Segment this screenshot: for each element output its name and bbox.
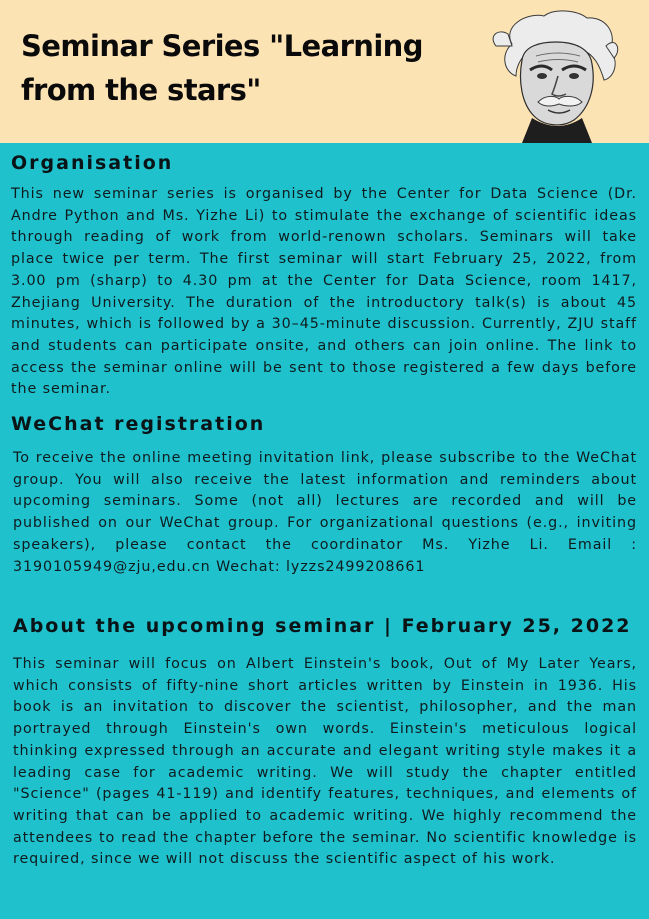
section-body: To receive the online meeting invitation link, please subscribe to the WeChat group. You will also receive the latest information and reminders about upcoming seminars. Some (not all) lectures are recorded and will be published on our WeChat group. For organizational questions (e.g., inviting speakers), please contact the coordinator Ms. Yizhe Li. Email : 3190105949@zju,edu.cn Wechat: lyzzs2499208661 [13,450,637,575]
page-title: Seminar Series "Learning from the stars" [21,29,423,107]
section-body: This seminar will focus on Albert Einstein's book, Out of My Later Years, which consists of fifty-nine short articles written by Einstein in 1936. His book is an invitation to discover the scientist, philosopher, and the man portrayed through Einstein's own words. Einstein's meticulous logical thinking expressed through an accurate and elegant writing style makes it a leading case for academic writing. We will study the chapter entitled "Science" (pages 41-119) and identify features, techniques, and elements of writing that can be applied to academic writing. We highly recommend the attendees to read the chapter before the seminar. No scientific knowledge is required, since we will not discuss the scientific aspect of his work. [13,656,637,868]
header-banner [0,0,649,143]
section-heading: About the upcoming seminar | February 25, 2022 [13,615,632,637]
section-body: This new seminar series is organised by the Center for Data Science (Dr. Andre Python and Ms. Yizhe Li) to stimulate the exchange of scientific ideas through reading of work from world-renown scholars. Seminars will take place twice per term. The first seminar will start February 25, 2022, from 3.00 pm (sharp) to 4.30 pm at the Center for Data Science, room 1417, Zhejiang University. The duration of the introductory talk(s) is about 45 minutes, which is followed by a 30–45-minute discussion. Currently, ZJU staff and students can participate onsite, and others can join online. The link to access the seminar online will be sent to those registered a few days before the seminar. [11,186,637,398]
section-heading: WeChat registration [11,413,266,435]
section-heading: Organisation [11,152,174,174]
einstein-portrait-icon [482,6,622,143]
